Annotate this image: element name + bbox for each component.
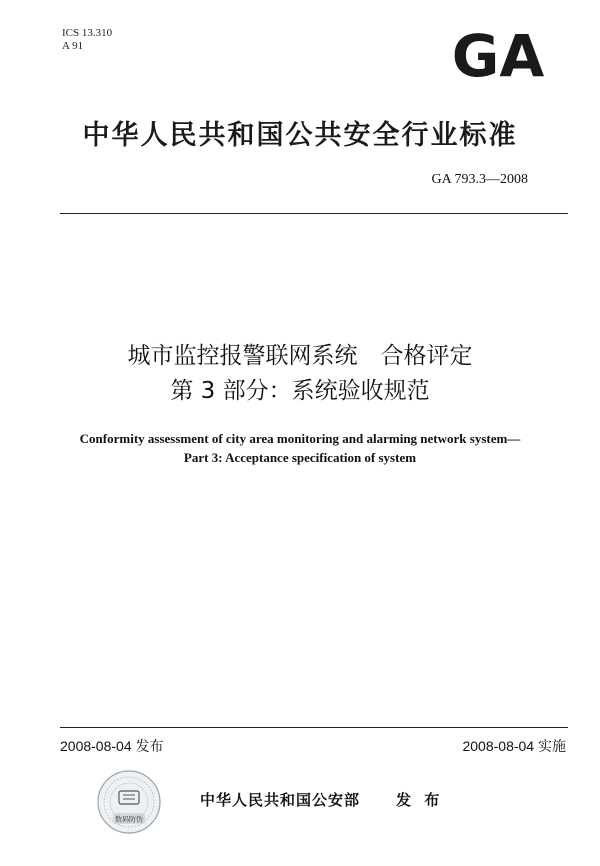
bottom-divider [60, 727, 568, 728]
ics-code: ICS 13.310 [62, 27, 113, 39]
anti-counterfeit-seal-icon [96, 769, 162, 835]
top-divider [60, 213, 568, 214]
document-title-zh-line1: 城市监控报警联网系统 合格评定 [127, 343, 473, 369]
ga-logo-icon [436, 30, 560, 80]
publisher: 中华人民共和国公安部 [200, 791, 361, 809]
standard-title: 中华人民共和国公共安全行业标准 [82, 120, 518, 151]
classification-codes [62, 27, 112, 53]
document-title-en-line1: Conformity assessment of city area monitoring and alarming network system— [79, 431, 521, 446]
publish-label: 发 布 [396, 791, 444, 809]
document-title-zh-line2: 第 3 部分：系统验收规范 [170, 378, 430, 404]
ga-logo-text: GA [451, 30, 545, 80]
issue-date: 2008-08-04 发布 [60, 738, 164, 754]
seal-text: 数码防伪 [115, 815, 143, 824]
ccs-code: A 91 [62, 40, 84, 52]
implement-date: 2008-08-04 实施 [462, 738, 566, 754]
document-title-en-line2: Part 3: Acceptance specification of system [183, 450, 417, 465]
standard-number: GA 793.3—2008 [431, 172, 528, 187]
